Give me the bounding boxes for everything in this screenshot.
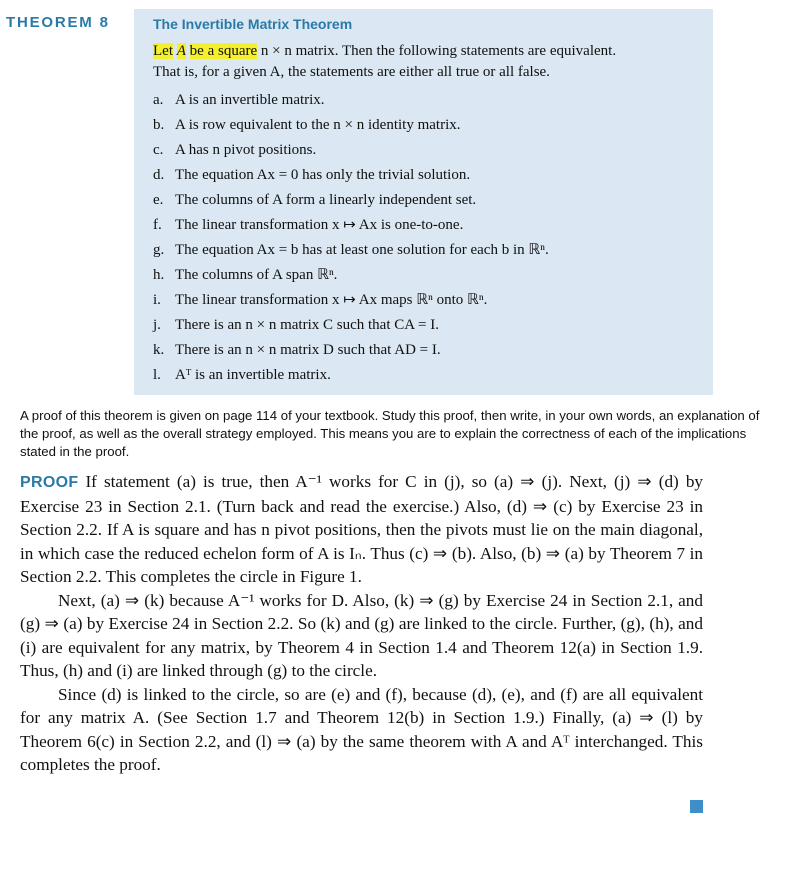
- statement-text: A is row equivalent to the n × n identity matrix.: [175, 117, 461, 133]
- statement-list: [153, 90, 713, 390]
- statement-item: [153, 340, 713, 365]
- proof-text-1: If statement (a) is true, then A⁻¹ works for C in (j), so (a) ⇒ (j). Next, (j) ⇒ (d) by Exercise 23 in Section 2.1. (Turn back and read the exercise.) Also, (d) ⇒ (c) by Exercise 23 in Section 2.2. If A is square and has n pivot positions, then the pivots must lie on the main diagonal, in which case the reduced echelon form of A is Iₙ. Thus (c) ⇒ (b). Also, (b) ⇒ (a) by Theorem 7 in Section 2.2. This completes the circle in Figure 1.: [20, 472, 704, 586]
- statement-item: [153, 190, 713, 215]
- statement-letter: c.: [153, 142, 164, 158]
- statement-item: [153, 140, 713, 165]
- statement-item: [153, 215, 713, 240]
- statement-item: [153, 315, 713, 340]
- statement-text: A is an invertible matrix.: [175, 92, 325, 108]
- statement-letter: i.: [153, 292, 161, 308]
- qed-square-icon: [690, 800, 703, 813]
- statement-text: The equation Ax = 0 has only the trivial solution.: [175, 167, 471, 183]
- statement-letter: b.: [153, 117, 165, 133]
- statement-letter: f.: [153, 217, 162, 233]
- statement-item: [153, 290, 713, 315]
- statement-item: [153, 115, 713, 140]
- statement-item: [153, 240, 713, 265]
- statement-text: There is an n × n matrix D such that AD = I.: [175, 342, 441, 358]
- statement-item: [153, 365, 713, 390]
- highlight-be-a-square: be a square: [189, 43, 258, 59]
- statement-text: There is an n × n matrix C such that CA = I.: [175, 317, 439, 333]
- statement-letter: a.: [153, 92, 164, 108]
- highlight-a: A: [176, 43, 186, 59]
- highlight-let: Let: [153, 43, 173, 59]
- statement-letter: d.: [153, 167, 165, 183]
- statement-text: The columns of A form a linearly independent set.: [175, 192, 477, 208]
- proof-paragraph-2: Next, (a) ⇒ (k) because A⁻¹ works for D. Also, (k) ⇒ (g) by Exercise 24 in Section 2.1, and (g) ⇒ (a) by Exercise 24 in Section 2.2. So (k) and (g) are linked to the circle. Further, (g), (h), and (i) are equivalent for any matrix, by Theorem 4 in Section 1.4 and Theorem 12(a) in Section 1.9. Thus, (h) and (i) are linked through (g) to the circle.: [20, 590, 703, 680]
- proof-paragraph-1: [20, 470, 703, 589]
- statement-item: [153, 165, 713, 190]
- statement-letter: g.: [153, 242, 165, 258]
- statement-text: A has n pivot positions.: [175, 142, 317, 158]
- theorem-label: THEOREM 8: [6, 14, 110, 31]
- statement-letter: e.: [153, 192, 164, 208]
- statement-text: The linear transformation x ↦ Ax is one-to-one.: [175, 217, 464, 233]
- statement-letter: h.: [153, 267, 165, 283]
- statement-text: The columns of A span ℝⁿ.: [175, 267, 338, 283]
- statement-letter: l.: [153, 367, 161, 383]
- statement-item: [153, 265, 713, 290]
- statement-text: The equation Ax = b has at least one solution for each b in ℝⁿ.: [175, 242, 549, 258]
- statement-text: The linear transformation x ↦ Ax maps ℝⁿ onto ℝⁿ.: [175, 292, 488, 308]
- statement-item: [153, 90, 713, 115]
- proof-paragraph-3: Since (d) is linked to the circle, so are (e) and (f), because (d), (e), and (f) are all equivalent for any matrix A. (See Section 1.7 and Theorem 12(b) in Section 1.9.) Finally, (a) ⇒ (l) by Theorem 6(c) in Section 2.2, and (l) ⇒ (a) by the same theorem with A and Aᵀ interchanged. This completes the proof.: [20, 684, 703, 774]
- statement-letter: k.: [153, 342, 165, 358]
- proof-label: PROOF: [20, 474, 79, 491]
- theorem-title: The Invertible Matrix Theorem: [153, 16, 353, 32]
- assignment-instructions: A proof of this theorem is given on page 114 of your textbook. Study this proof, then write, in your own words, an explanation of the proof, as well as the overall strategy employed. This means you are to explain the correctness of each of the implications stated in the proof.: [20, 408, 760, 459]
- statement-text: Aᵀ is an invertible matrix.: [175, 367, 331, 383]
- statement-letter: j.: [153, 317, 161, 333]
- intro-line-2: That is, for a given A, the statements are either all true or all false.: [153, 64, 550, 80]
- proof-body: [20, 470, 703, 777]
- theorem-intro: [153, 41, 708, 83]
- intro-rest: n × n matrix. Then the following statements are equivalent.: [260, 43, 617, 59]
